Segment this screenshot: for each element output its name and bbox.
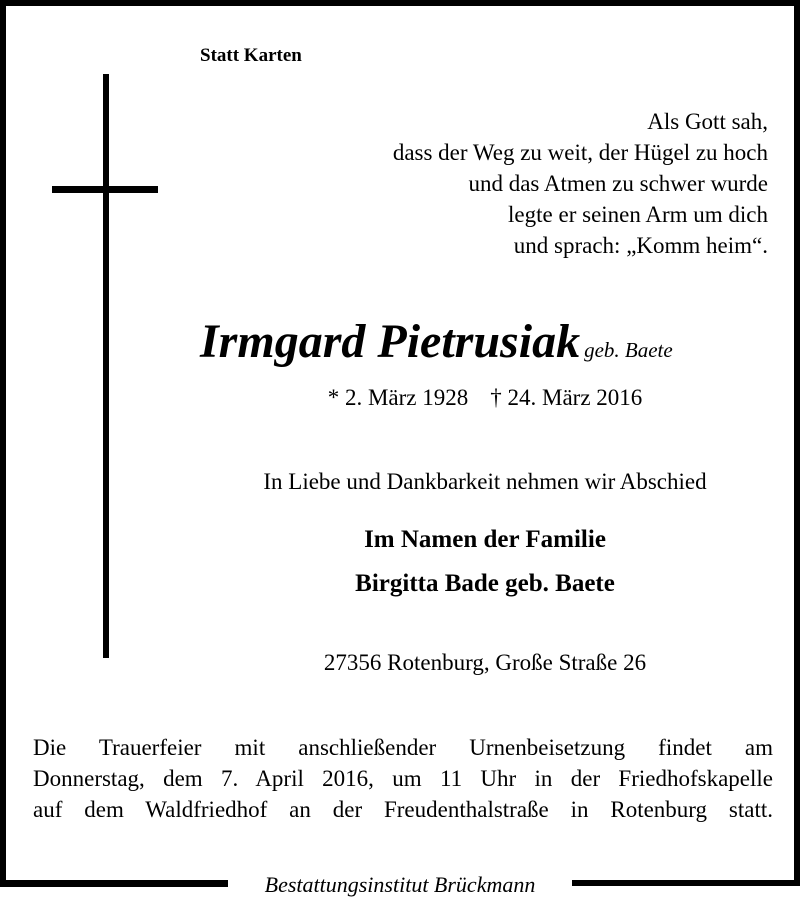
funeral-home-footer: Bestattungsinstitut Brückmann [228, 868, 572, 902]
life-dates [200, 385, 770, 411]
poem-line: und das Atmen zu schwer wurde [468, 171, 768, 196]
poem-line: Als Gott sah, [647, 109, 768, 134]
poem [393, 106, 768, 261]
birth-date: * 2. März 1928 [327, 385, 469, 410]
ceremony-line: Die Trauerfeier mit anschließender Urnenbeisetzung findet am [33, 735, 773, 760]
maiden-name: geb. Baete [584, 338, 673, 362]
ceremony-text [33, 732, 773, 825]
poem-line: und sprach: „Komm heim“. [513, 233, 768, 258]
footer-rule [0, 881, 228, 887]
ceremony-line: Donnerstag, dem 7. April 2016, um 11 Uhr in der Friedhofskapelle [33, 766, 773, 791]
deceased-name: Irmgard Pietrusiak [200, 315, 581, 368]
poem-line: dass der Weg zu weit, der Hügel zu hoch [392, 140, 768, 165]
address: 27356 Rotenburg, Große Straße 26 [323, 650, 647, 675]
heading: Statt Karten [200, 45, 302, 66]
cross-icon-bar [52, 186, 158, 193]
family-line: Birgitta Bade geb. Baete [355, 570, 615, 597]
family-line: Im Namen der Familie [364, 526, 606, 553]
poem-line: legte er seinen Arm um dich [508, 202, 768, 227]
deceased-name-block [200, 314, 673, 369]
farewell-text: In Liebe und Dankbarkeit nehmen wir Abschied [263, 469, 707, 494]
death-date: † 24. März 2016 [490, 385, 643, 410]
ceremony-line: auf dem Waldfriedhof an der Freudenthalstraße in Rotenburg statt. [33, 797, 773, 822]
cross-icon [103, 74, 109, 658]
